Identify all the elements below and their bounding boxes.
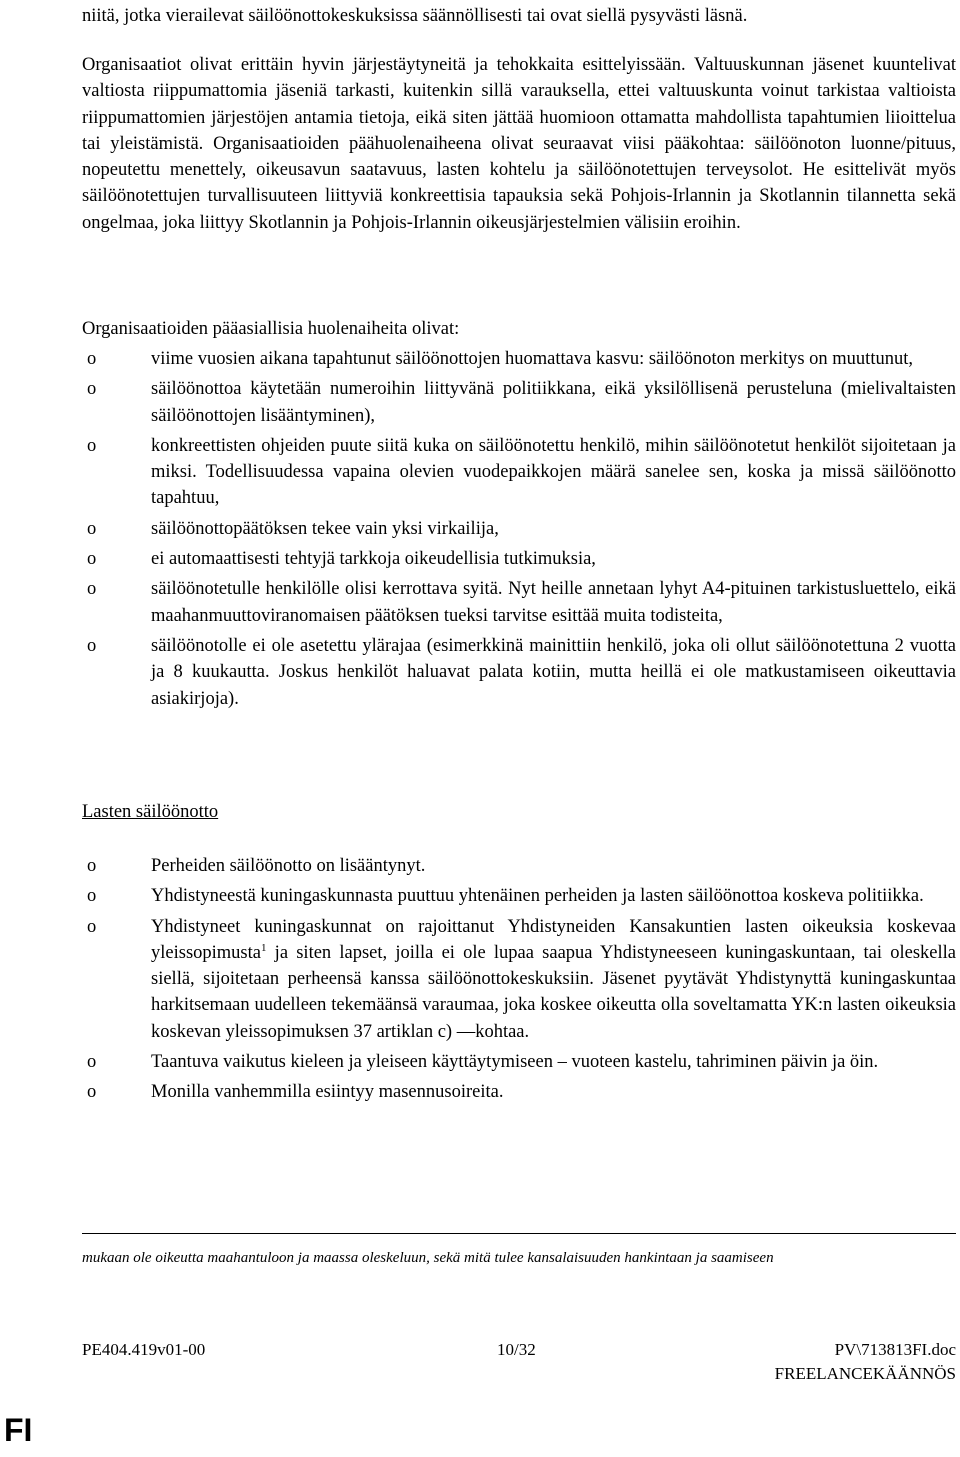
list-item: o säilöönotetulle henkilölle olisi kerrottava syitä. Nyt heille annetaan lyhyt A4-pituinen tarkistusluettelo, eikä maahanmuuttoviranomaisen päätöksen tueksi tarvitse esittää muita todisteita,: [82, 576, 956, 629]
bullet-icon: o: [87, 549, 97, 570]
file-name: PV\713813FI.doc: [834, 1340, 956, 1359]
list-item: o säilöönotolle ei ole asetettu ylärajaa (esimerkkinä mainittiin henkilö, joka oli ollut säilöönotettuna 2 vuotta ja 8 kuukautta. Joskus henkilöt haluavat palata kotiin, mutta heillä ei ole matkustamiseen oikeuttavia asiakirjoja).: [82, 633, 956, 712]
list-intro: Organisaatioiden pääasiallisia huolenaiheita olivat:: [82, 319, 460, 339]
bullet-icon: o: [87, 518, 97, 539]
list-item: o viime vuosien aikana tapahtunut säilöönottojen huomattava kasvu: säilöönoton merkitys on muuttunut,: [82, 346, 956, 372]
bullet-icon: o: [87, 349, 97, 369]
bullet-icon: o: [87, 579, 97, 600]
list-item: o konkreettisten ohjeiden puute siitä kuka on säilöönotettu henkilö, mihin säilöönotetut henkilöt sijoitetaan ja miksi. Todellisuudessa vapaina olevien vuodepaikkojen määrä sanelee sen, koska ja missä säilöönotto tapahtuu,: [82, 433, 956, 512]
language-code: FI: [4, 1412, 33, 1448]
bullet-icon: o: [87, 635, 97, 656]
footnote-reference[interactable]: 1: [260, 941, 267, 954]
children-detention-list: [82, 853, 956, 1110]
section-heading: Lasten säilöönotto: [82, 802, 219, 822]
list-item: o Yhdistyneet kuningaskunnat on rajoittanut Yhdistyneiden Kansakuntien lasten oikeuksia koskevaa yleissopimusta$^1$ ja siten lapset, joilla ei ole lupaa saapua Yhdistyneeseen kuningaskuntaan, tai oleskella siellä, sijoitetaan perheensä kanssa säilöönottokeskuksiin. Jäsenet pyytävät Yhdistynyttä kuningaskuntaa harkitsemaan uudelleen tekemäänsä varaumaa, joka koskee oikeutta olla soveltamatta YK:n lasten oikeuksia koskevan yleissopimuksen 37 artiklan c) —kohtaa.: [82, 914, 956, 1045]
list-item: o säilöönottoa käytetään numeroihin liittyvänä politiikkana, eikä yksilöllisenä perusteluna (mielivaltaisten säilöönottojen lisääntyminen),: [82, 376, 956, 429]
bullet-icon: o: [87, 916, 97, 937]
list-item: o säilöönottopäätöksen tekee vain yksi virkailija,: [82, 516, 956, 542]
bullet-icon: o: [87, 886, 97, 907]
footnote-divider: [82, 1233, 956, 1234]
list-item: o Perheiden säilöönotto on lisääntynyt.: [82, 853, 956, 879]
bullet-icon: o: [87, 1082, 97, 1103]
bullet-icon: o: [87, 1052, 97, 1073]
translation-label: FREELANCEKÄÄNNÖS: [774, 1364, 956, 1383]
list-item: o Taantuva vaikutus kieleen ja yleiseen käyttäytymiseen – vuoteen kastelu, tahriminen päivin ja öin.: [82, 1049, 956, 1075]
footnote-text: mukaan ole oikeutta maahantuloon ja maassa oleskeluun, sekä mitä tulee kansalaisuuden hankintaan ja saamiseen: [82, 1250, 774, 1266]
bullet-icon: o: [87, 435, 97, 456]
list-item: o Yhdistyneestä kuningaskunnasta puuttuu yhtenäinen perheiden ja lasten säilöönottoa koskeva politiikka.: [82, 883, 956, 909]
bullet-icon: o: [87, 379, 97, 400]
page-number: 10/32: [497, 1340, 536, 1359]
list-item: o Monilla vanhemmilla esiintyy masennusoireita.: [82, 1079, 956, 1105]
document-reference: PE404.419v01-00: [82, 1340, 206, 1359]
continued-line: niitä, jotka vierailevat säilöönottokeskuksissa säännöllisesti tai ovat siellä pysyvästi läsnä.: [82, 6, 748, 26]
list-item: o ei automaattisesti tehtyjä tarkkoja oikeudellisia tutkimuksia,: [82, 546, 956, 572]
bullet-icon: o: [87, 856, 97, 876]
concerns-list: [82, 346, 956, 716]
paragraph-organisations: Organisaatiot olivat erittäin hyvin järjestäytyneitä ja tehokkaita esittelyissään. Valtuuskunnan jäsenet kuuntelivat valtiosta riippumattomia jäseniä tarkasti, kuitenkin sillä varauksella, ettei valtuuskunta voinut tarkistaa valtioista riippumattomien järjestöjen antamia tietoja, eikä siten jättää huomioon ottamatta mahdollista tapahtumien liioittelua tai yleistämistä. Organisaatioiden päähuolenaiheena olivat seuraavat viisi pääkohtaa: säilöönoton luonne/pituus, nopeutettu menettely, oikeusavun saatavuus, lasten kohtelu ja säilöönotettujen terveysolot. He esittelivät myös säilöönotettujen turvallisuuteen liittyviä konkreettisia tapauksia sekä Pohjois-Irlannin ja Skotlannin tilannetta sekä ongelmaa, joka liittyy Skotlannin ja Pohjois-Irlannin oikeusjärjestelmien välisiin eroihin.: [82, 55, 956, 233]
